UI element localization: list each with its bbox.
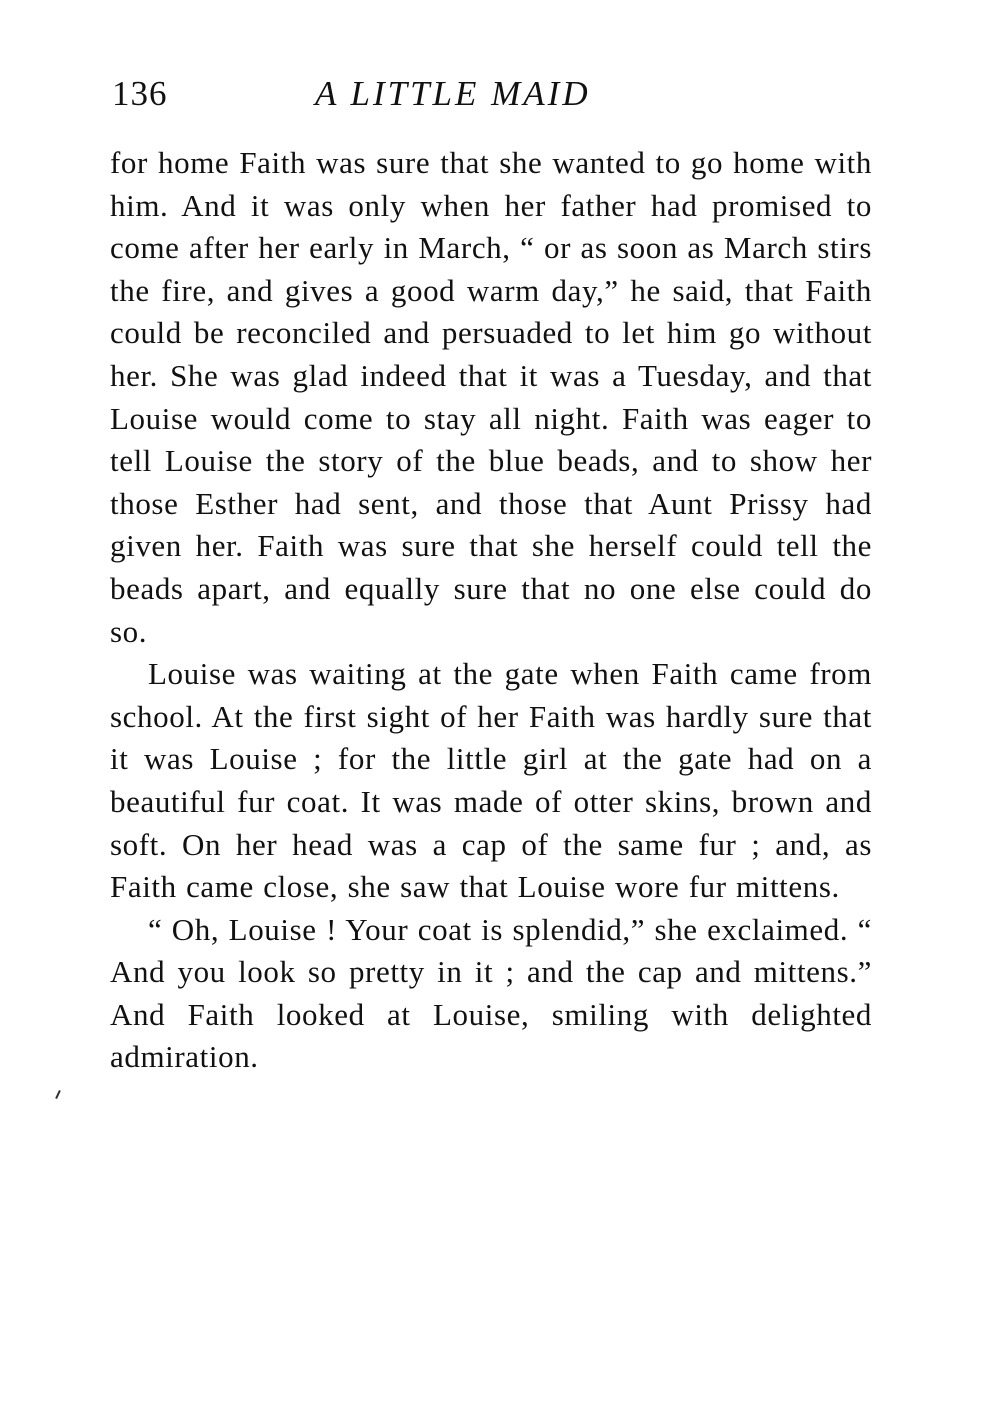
running-head: A LITTLE MAID: [315, 74, 591, 113]
paragraph-3: “ Oh, Louise ! Your coat is splendid,” she exclaimed. “ And you look so pretty in it ; and the cap and mittens.” And Faith looked at Louise, smiling with delighted admiration.: [110, 911, 872, 1075]
paragraph-1: for home Faith was sure that she wanted to go home with him. And it was only when her father had promised to come after her early in March, “ or as soon as March stirs the fire, and gives a good warm day,” he said, that Faith could be reconciled and persuaded to let him go without her. She was glad indeed that it was a Tuesday, and that Louise would come to stay all night. Faith was eager to tell Louise the story of the blue beads, and to show her those Esther had sent, and those that Aunt Prissy had given her. Faith was sure that she herself could tell the beads apart, and equally sure that no one else could do so.: [110, 145, 872, 649]
page-header: [112, 74, 872, 124]
paragraph-2: Louise was waiting at the gate when Faith came from school. At the first sight of her Faith was hardly sure that it was Louise ; for the little girl at the gate had on a beautiful fur coat. It was made of otter skins, brown and soft. On her head was a cap of the same fur ; and, as Faith came close, she saw that Louise wore fur mittens.: [110, 656, 872, 905]
page-number: 136: [112, 74, 168, 113]
stray-ink-mark: [55, 1090, 61, 1099]
body-text: [110, 142, 872, 1079]
